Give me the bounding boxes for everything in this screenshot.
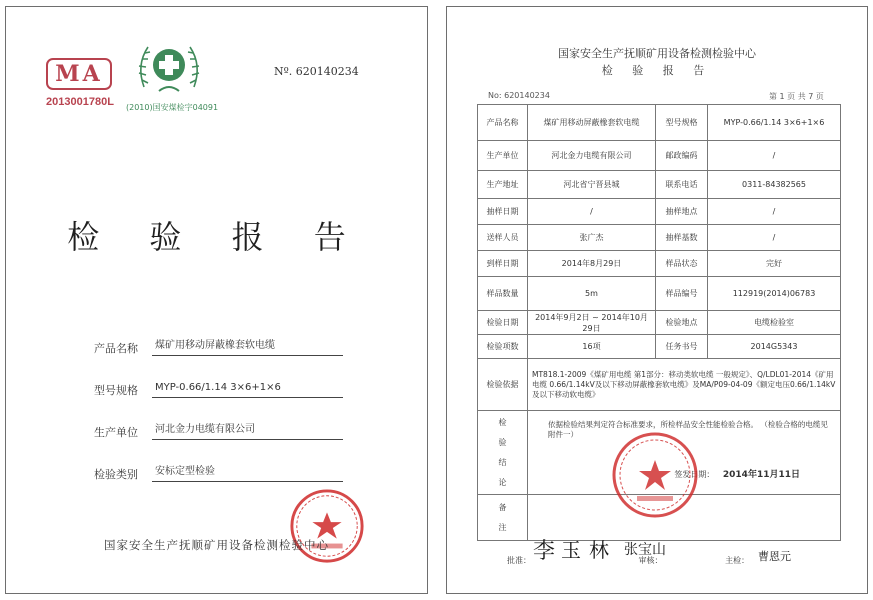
row-value: 电缆检验室 <box>708 311 841 335</box>
field-value: 河北金力电缆有限公司 <box>152 421 343 440</box>
signature-approver-2: 玉 <box>561 538 581 562</box>
field-label: 产品名称 <box>94 342 138 355</box>
report-number: Nº. 620140234 <box>274 65 359 78</box>
row-label: 抽样日期 <box>478 199 528 225</box>
row-value: 2014G5343 <box>708 335 841 359</box>
institute-header: 国家安全生产抚顺矿用设备检测检验中心 <box>558 47 756 60</box>
row-value: / <box>708 199 841 225</box>
row-label: 检验日期 <box>478 311 528 335</box>
row-label: 检验项数 <box>478 335 528 359</box>
manufacturer-row <box>94 421 364 441</box>
row-label: 抽样地点 <box>656 199 708 225</box>
report-title: 检 验 报 告 <box>601 64 713 77</box>
row-value: / <box>708 141 841 171</box>
row-label: 邮政编码 <box>656 141 708 171</box>
row-label: 样品数量 <box>478 277 528 311</box>
row-value: 2014年9月2日 ~ 2014年10月29日 <box>528 311 656 335</box>
row-value: 张广杰 <box>528 225 656 251</box>
field-label: 型号规格 <box>94 384 138 397</box>
seal-code-text: (2010)国安煤检字04091 <box>126 103 219 112</box>
remark-label-text: 备注 <box>498 502 507 532</box>
row-label: 检验地点 <box>656 311 708 335</box>
basis-text: MT818.1-2009《煤矿用电缆 第1部分：移动类软电缆 一般规定》、Q/LDL01-2014《矿用电缆 0.66/1.14kV及以下移动屏蔽橡套软电缆》及MA/P09-04-09《额定电压0.66/1.14kV及以下移动软电缆》 <box>528 359 841 411</box>
row-value: 煤矿用移动屏蔽橡套软电缆 <box>528 105 656 141</box>
row-value: 112919(2014)06783 <box>708 277 841 311</box>
row-label: 任务书号 <box>656 335 708 359</box>
conclusion-text: 依据检验结果判定符合标准要求，所检样品安全性能检验合格。 （检验合格的电缆见附件一） <box>548 420 828 439</box>
official-seal-icon <box>610 430 700 520</box>
remark-label <box>478 495 528 541</box>
conclusion-label-text: 检验结论 <box>498 417 507 487</box>
row-value: 16项 <box>528 335 656 359</box>
basis-label: 检验依据 <box>478 359 528 411</box>
table-row <box>478 199 841 225</box>
model-spec-row <box>94 379 364 399</box>
approve-label: 批准： <box>507 556 531 565</box>
row-label: 抽样基数 <box>656 225 708 251</box>
row-value: 完好 <box>708 251 841 277</box>
row-label: 样品状态 <box>656 251 708 277</box>
official-seal-icon <box>288 487 366 565</box>
row-value: MYP-0.66/1.14 3×6+1×6 <box>708 105 841 141</box>
row-value: 5m <box>528 277 656 311</box>
issue-label: 签发日期： <box>674 470 715 479</box>
green-cross-seal-icon <box>134 35 204 97</box>
row-label: 联系电话 <box>656 171 708 199</box>
report-cover-page <box>5 6 428 594</box>
row-value: / <box>528 199 656 225</box>
product-name-row <box>94 337 364 357</box>
row-label: 产品名称 <box>478 105 528 141</box>
cma-mark: MA <box>46 58 112 90</box>
row-label: 到样日期 <box>478 251 528 277</box>
report-number: No: 620140234 <box>488 91 550 100</box>
signature-approver-1: 李 <box>533 539 556 564</box>
row-label: 样品编号 <box>656 277 708 311</box>
cma-code: 2013001780L <box>46 96 114 108</box>
inspection-type-row <box>94 463 364 483</box>
institute-name: 国家安全生产抚顺矿用设备检测检验中心 <box>104 538 329 552</box>
review-label: 审核： <box>638 556 663 565</box>
field-value: 煤矿用移动屏蔽橡套软电缆 <box>152 337 343 356</box>
row-label: 型号规格 <box>656 105 708 141</box>
basis-row <box>478 359 841 411</box>
page-title: 检 验 报 告 <box>67 218 366 256</box>
row-label: 生产单位 <box>478 141 528 171</box>
field-label: 生产单位 <box>94 426 138 439</box>
signature-main-inspector: 曹恩元 <box>758 550 791 563</box>
table-row <box>478 141 841 171</box>
issue-date: 2014年11月11日 <box>722 470 800 480</box>
table-row <box>478 277 841 311</box>
main-inspector-label: 主检： <box>725 556 750 565</box>
table-row <box>478 225 841 251</box>
row-value: 河北省宁晋县城 <box>528 171 656 199</box>
cma-logo <box>44 52 114 114</box>
field-value: 安标定型检验 <box>152 463 343 482</box>
field-value: MYP-0.66/1.14 3×6+1×6 <box>152 379 343 398</box>
signature-approver-3: 林 <box>589 538 609 562</box>
row-label: 生产地址 <box>478 171 528 199</box>
table-row <box>478 171 841 199</box>
field-label: 检验类别 <box>94 468 138 481</box>
row-value: 2014年8月29日 <box>528 251 656 277</box>
page-indicator: 第 1 页 共 7 页 <box>769 92 824 101</box>
row-value: / <box>708 225 841 251</box>
row-value: 河北金力电缆有限公司 <box>528 141 656 171</box>
table-row <box>478 335 841 359</box>
conclusion-label <box>478 411 528 495</box>
signature-reviewer: 张宝山 <box>624 542 666 558</box>
table-row <box>478 311 841 335</box>
table-row <box>478 251 841 277</box>
row-label: 送样人员 <box>478 225 528 251</box>
table-row <box>478 105 841 141</box>
row-value: 0311-84382565 <box>708 171 841 199</box>
